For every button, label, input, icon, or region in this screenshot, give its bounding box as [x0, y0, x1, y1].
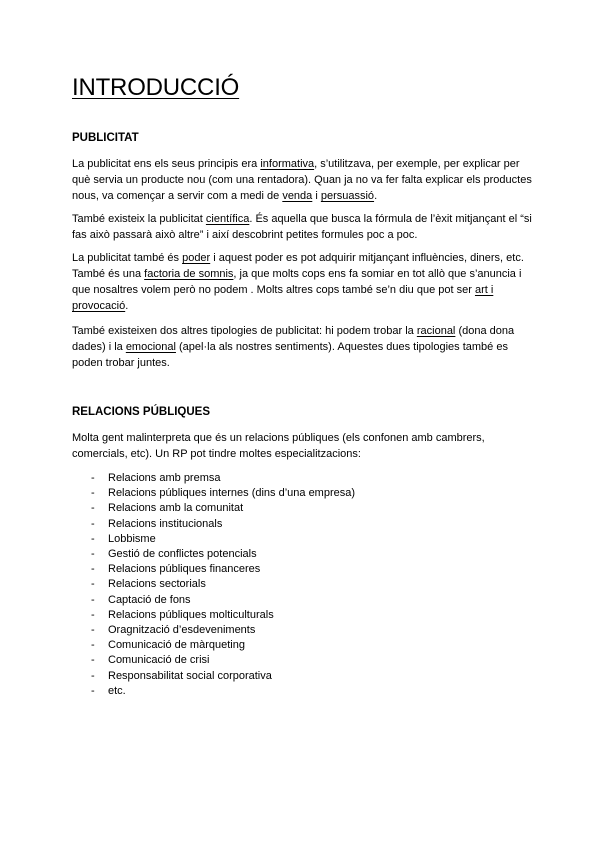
dash-bullet: - — [91, 472, 95, 484]
list-item-text: etc. — [108, 684, 126, 697]
page-title: INTRODUCCIÓ — [72, 74, 240, 101]
text: També existeixen dos altres tipologies de publicitat: hi podem trobar la — [72, 325, 417, 337]
underlined-term: venda — [282, 190, 313, 202]
dash-bullet: - — [91, 517, 95, 530]
section-relacions — [72, 405, 532, 420]
dash-bullet: - — [91, 654, 95, 667]
relacions-intro-text: Molta gent malinterpreta que és un relacions públiques (els confonen amb cambrers, comercials, etc). Un RP pot tindre moltes especialitzacions: — [72, 432, 485, 460]
list-item-text: Relacions institucionals — [108, 517, 223, 530]
list-item — [72, 532, 532, 547]
underlined-term: persuassió — [320, 190, 375, 202]
dash-bullet: - — [91, 548, 95, 561]
dash-bullet: - — [91, 532, 95, 545]
section-publicitat — [72, 131, 532, 146]
text: . — [374, 190, 378, 202]
list-item-text: Relacions públiques internes (dins d’una empresa) — [108, 487, 356, 500]
text: La publicitat també és — [72, 252, 183, 264]
list-item-text: Captació de fons — [108, 593, 191, 606]
list-item — [72, 517, 532, 532]
list-item-text: Comunicació de crisi — [108, 654, 210, 667]
list-item — [72, 653, 532, 668]
list-item-text: Relacions públiques molticulturals — [108, 608, 274, 621]
dash-bullet: - — [91, 684, 95, 697]
text: i — [312, 190, 321, 202]
underlined-term: científica — [205, 213, 250, 225]
section-heading-publicitat: PUBLICITAT — [72, 132, 139, 144]
list-item-text: Relacions amb la comunitat — [108, 502, 244, 515]
section-heading-relacions: RELACIONS PÚBLIQUES — [72, 406, 211, 418]
dash-bullet: - — [91, 563, 95, 576]
dash-bullet: - — [91, 593, 95, 606]
dash-bullet: - — [91, 608, 95, 621]
list-item — [72, 501, 532, 516]
list-item-text: Comunicació de màrqueting — [108, 639, 245, 652]
list-item — [72, 669, 532, 684]
list-item — [72, 562, 532, 577]
underlined-term: art i provocació — [72, 284, 494, 312]
list-item — [72, 547, 532, 562]
underlined-term: poder — [182, 252, 211, 264]
list-item — [72, 684, 532, 699]
paragraph-publicitat-1 — [72, 156, 532, 204]
text: (dona dona dades) i la — [72, 325, 515, 353]
text: , ja que molts cops ens fa somiar en tot allò que s’anuncia i que nosaltres volem però no podem . Molts altres cops també se’n diu que pot ser — [72, 268, 522, 296]
list-item — [72, 577, 532, 592]
text: , s’utilitzava, per exemple, per explicar per què servia un producte nou (com una rentadora). Quan ja no va fer falta explicar els productes nous, va començar a servir com a medi de — [72, 158, 532, 202]
paragraph-publicitat-2 — [72, 211, 532, 243]
text: . — [125, 300, 129, 312]
dash-list — [72, 471, 532, 699]
list-item — [72, 593, 532, 608]
list-item — [72, 486, 532, 501]
list-item — [72, 638, 532, 653]
list-item-text: Responsabilitat social corporativa — [108, 669, 272, 682]
text: (apel·la als nostres sentiments). Aquestes dues tipologies també es poden trobar juntes. — [72, 341, 508, 369]
list-item — [72, 608, 532, 623]
paragraph-publicitat-4 — [72, 323, 532, 371]
text: . És aquella que busca la fórmula de l’èxit mitjançant el “si fas això passarà això altre” i així descobrint petites formules poc a poc. — [72, 213, 532, 241]
underlined-term: informativa — [260, 158, 315, 170]
dash-bullet: - — [91, 578, 95, 591]
list-item-text: Relacions amb premsa — [108, 472, 221, 484]
underlined-term: emocional — [125, 341, 176, 353]
list-item-text: Oragnització d’esdeveniments — [108, 624, 256, 637]
underlined-term: factoria de somnis — [144, 268, 234, 280]
list-item-text: Gestió de conflictes potencials — [108, 548, 257, 561]
dash-bullet: - — [91, 502, 95, 515]
text: La publicitat ens els seus principis era — [72, 158, 261, 170]
text: També existeix la publicitat — [72, 213, 206, 225]
paragraph-relacions-intro — [72, 430, 532, 462]
underlined-term: racional — [416, 325, 456, 337]
paragraph-publicitat-3 — [72, 250, 532, 314]
dash-bullet: - — [91, 487, 95, 500]
dash-bullet: - — [91, 639, 95, 652]
specializations-list — [72, 471, 532, 699]
dash-bullet: - — [91, 669, 95, 682]
list-item — [72, 471, 532, 486]
list-item-text: Lobbisme — [108, 532, 156, 545]
list-item — [72, 623, 532, 638]
list-item-text: Relacions sectorials — [108, 578, 206, 591]
dash-bullet: - — [91, 624, 95, 637]
list-item-text: Relacions públiques financeres — [108, 563, 261, 576]
text: i aquest poder es pot adquirir mitjançant influències, diners, etc. També és una — [72, 252, 524, 280]
